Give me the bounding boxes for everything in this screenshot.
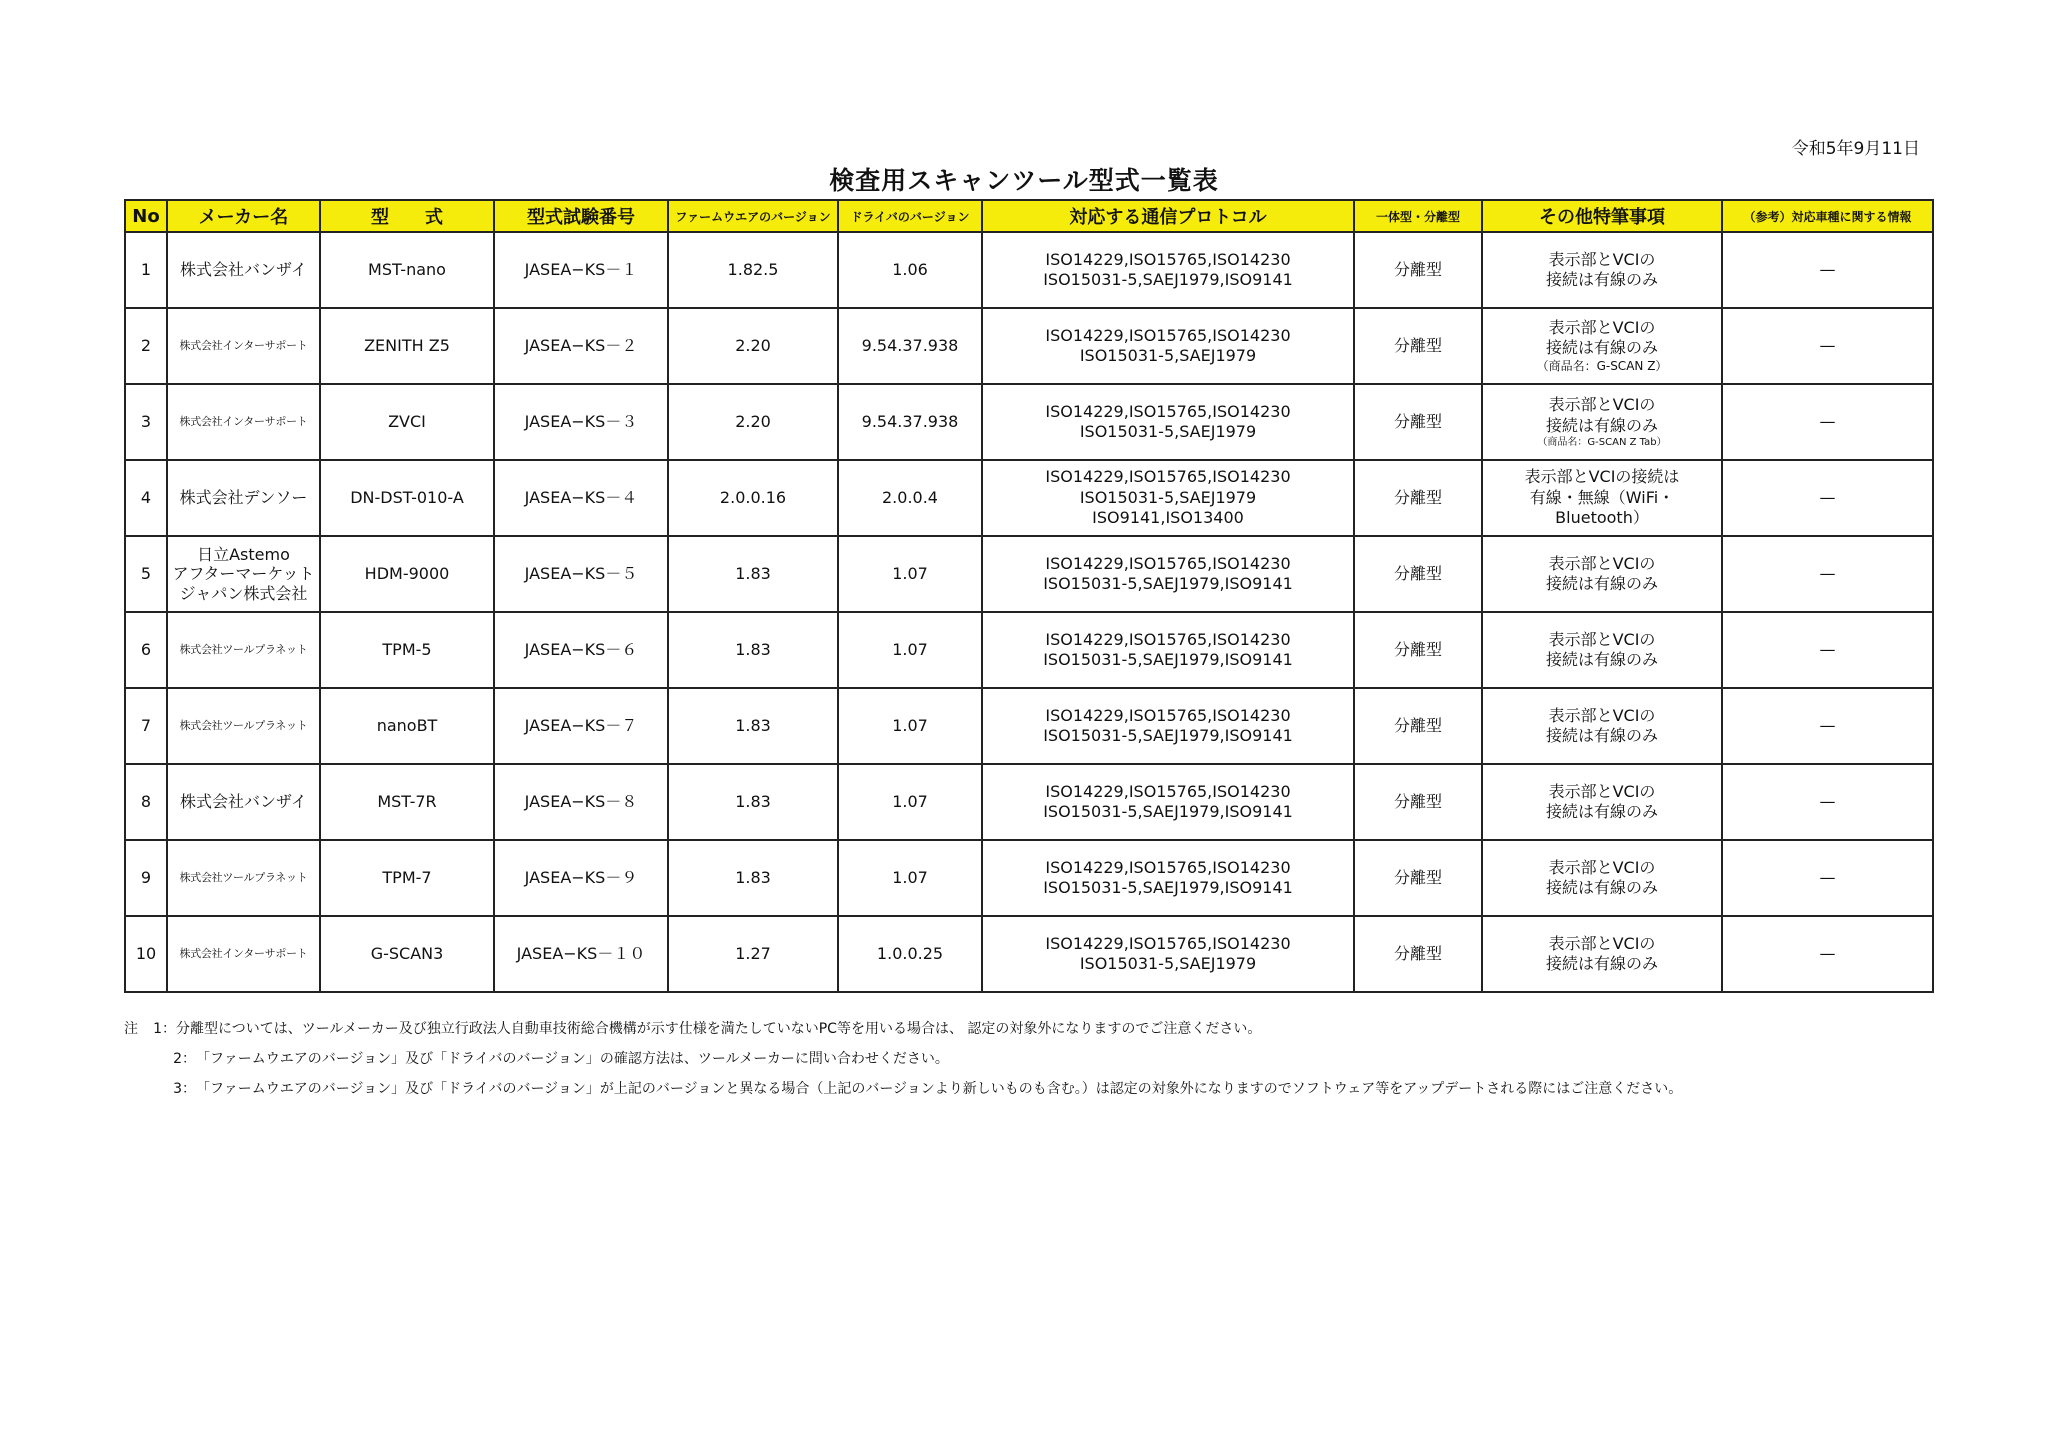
table-row — [125, 840, 1933, 916]
row-driver: 1.07 — [838, 688, 982, 764]
row-ref: — — [1722, 460, 1933, 536]
note-line: 表示部とVCIの — [1548, 781, 1656, 801]
row-protocol — [982, 840, 1354, 916]
note-line: 接続は有線のみ — [1545, 726, 1658, 745]
table-row — [125, 764, 1933, 840]
row-no: 4 — [125, 460, 167, 536]
protocol-line: ISO15031-5,SAEJ1979,ISO9141 — [1043, 270, 1293, 289]
row-no: 6 — [125, 612, 167, 688]
note-line: 表示部とVCIの — [1548, 317, 1656, 337]
row-maker: 株式会社インターサポート — [167, 916, 320, 992]
row-driver: 1.0.0.25 — [838, 916, 982, 992]
row-test-no: JASEA−KS－２ — [494, 308, 668, 384]
row-maker: 株式会社ツールプラネット — [167, 612, 320, 688]
footnote-text: 「ファームウエアのバージョン」及び「ドライバのバージョン」が上記のバージョンと異なる場合（上記のバージョンより新しいものも含む。）は認定の対象外になりますのでソフトウェア等をアップデートされる際にはご注意ください。 — [196, 1081, 1683, 1097]
footnote-number: 3： — [173, 1081, 196, 1097]
table-row — [125, 612, 1933, 688]
row-ref: — — [1722, 536, 1933, 612]
issue-date: 令和5年9月11日 — [1791, 139, 1920, 159]
header-ref: （参考）対応車種に関する情報 — [1722, 200, 1933, 232]
row-notes — [1482, 764, 1722, 840]
page-title: 検査用スキャンツール型式一覧表 — [829, 166, 1219, 195]
row-no: 9 — [125, 840, 167, 916]
scan-tool-table — [124, 199, 1934, 993]
product-name: （商品名：G-SCAN Z Tab） — [1537, 436, 1667, 448]
row-firmware: 1.83 — [668, 764, 838, 840]
row-protocol — [982, 612, 1354, 688]
row-test-no: JASEA−KS－１０ — [494, 916, 668, 992]
row-no: 3 — [125, 384, 167, 460]
row-type: 分離型 — [1354, 460, 1482, 536]
table-row — [125, 384, 1933, 460]
row-firmware: 2.20 — [668, 384, 838, 460]
row-driver: 9.54.37.938 — [838, 308, 982, 384]
row-driver: 9.54.37.938 — [838, 384, 982, 460]
protocol-line: ISO15031-5,SAEJ1979 — [1079, 422, 1257, 441]
row-ref: — — [1722, 232, 1933, 308]
footnote-mark: 注 — [124, 1021, 138, 1037]
protocol-line: ISO15031-5,SAEJ1979,ISO9141 — [1043, 574, 1293, 593]
row-ref: — — [1722, 688, 1933, 764]
row-model: HDM-9000 — [320, 536, 494, 612]
footnote-text: 分離型については、ツールメーカー及び独立行政法人自動車技術総合機構が示す仕様を満たしていないPC等を用いる場合は、 認定の対象外になりますのでご注意ください。 — [176, 1021, 1262, 1037]
footnote-text: 「ファームウエアのバージョン」及び「ドライバのバージョン」の確認方法は、ツールメーカーに問い合わせください。 — [196, 1051, 949, 1067]
note-line: 接続は有線のみ — [1545, 802, 1658, 821]
maker-line: アフターマーケット — [172, 564, 315, 584]
row-test-no: JASEA−KS－３ — [494, 384, 668, 460]
table-row — [125, 536, 1933, 612]
note-line: 接続は有線のみ — [1545, 954, 1658, 973]
maker-line: ジャパン株式会社 — [179, 583, 308, 603]
row-test-no: JASEA−KS－６ — [494, 612, 668, 688]
row-firmware: 2.20 — [668, 308, 838, 384]
row-model: DN-DST-010-A — [320, 460, 494, 536]
product-name: （商品名：G-SCAN Z） — [1536, 358, 1668, 373]
table-row — [125, 688, 1933, 764]
note-line: 表示部とVCIの — [1548, 249, 1656, 269]
row-firmware: 1.27 — [668, 916, 838, 992]
protocol-line: ISO14229,ISO15765,ISO14230 — [1045, 705, 1291, 725]
protocol-line: ISO14229,ISO15765,ISO14230 — [1045, 553, 1291, 573]
row-protocol — [982, 764, 1354, 840]
row-model: MST-nano — [320, 232, 494, 308]
row-maker: 株式会社デンソー — [167, 460, 320, 536]
protocol-line: ISO15031-5,SAEJ1979,ISO9141 — [1043, 878, 1293, 897]
protocol-line: ISO14229,ISO15765,ISO14230 — [1045, 467, 1291, 487]
row-model: TPM-7 — [320, 840, 494, 916]
note-line: 表示部とVCIの — [1548, 933, 1656, 953]
footnote-number: 1： — [153, 1021, 176, 1037]
header-maker: メーカー名 — [167, 200, 320, 232]
row-type: 分離型 — [1354, 612, 1482, 688]
row-no: 10 — [125, 916, 167, 992]
row-firmware: 1.83 — [668, 688, 838, 764]
row-maker — [167, 536, 320, 612]
header-type: 一体型・分離型 — [1354, 200, 1482, 232]
note-line: 接続は有線のみ — [1545, 574, 1658, 593]
footnote-3 — [124, 1078, 1682, 1098]
row-ref: — — [1722, 840, 1933, 916]
row-model: nanoBT — [320, 688, 494, 764]
row-notes — [1482, 840, 1722, 916]
row-firmware: 2.0.0.16 — [668, 460, 838, 536]
note-line: 接続は有線のみ — [1545, 338, 1658, 358]
row-protocol — [982, 460, 1354, 536]
protocol-line: ISO15031-5,SAEJ1979 — [1079, 346, 1257, 365]
row-notes — [1482, 688, 1722, 764]
table-row — [125, 916, 1933, 992]
table-row — [125, 232, 1933, 308]
row-notes — [1482, 536, 1722, 612]
row-notes — [1482, 384, 1722, 460]
row-notes — [1482, 308, 1722, 384]
row-type: 分離型 — [1354, 916, 1482, 992]
protocol-line: ISO14229,ISO15765,ISO14230 — [1045, 249, 1291, 269]
row-type: 分離型 — [1354, 536, 1482, 612]
row-protocol — [982, 308, 1354, 384]
row-ref: — — [1722, 916, 1933, 992]
note-line: 表示部とVCIの — [1548, 705, 1656, 725]
note-line: 表示部とVCIの — [1548, 629, 1656, 649]
row-notes — [1482, 612, 1722, 688]
row-no: 7 — [125, 688, 167, 764]
maker-line: 日立Astemo — [197, 544, 290, 564]
row-driver: 2.0.0.4 — [838, 460, 982, 536]
header-row — [125, 200, 1933, 232]
row-test-no: JASEA−KS－８ — [494, 764, 668, 840]
protocol-line: ISO15031-5,SAEJ1979 — [1079, 954, 1257, 973]
row-no: 8 — [125, 764, 167, 840]
row-driver: 1.07 — [838, 840, 982, 916]
row-firmware: 1.83 — [668, 840, 838, 916]
note-line: 接続は有線のみ — [1545, 270, 1658, 289]
row-ref: — — [1722, 612, 1933, 688]
row-model: TPM-5 — [320, 612, 494, 688]
row-test-no: JASEA−KS－１ — [494, 232, 668, 308]
row-driver: 1.07 — [838, 764, 982, 840]
row-firmware: 1.83 — [668, 536, 838, 612]
row-type: 分離型 — [1354, 688, 1482, 764]
row-no: 1 — [125, 232, 167, 308]
footnote-2 — [124, 1048, 949, 1068]
note-line: 表示部とVCIの — [1548, 857, 1656, 877]
protocol-line: ISO14229,ISO15765,ISO14230 — [1045, 629, 1291, 649]
row-no: 2 — [125, 308, 167, 384]
row-notes — [1482, 232, 1722, 308]
protocol-line: ISO14229,ISO15765,ISO14230 — [1045, 857, 1291, 877]
row-model: MST-7R — [320, 764, 494, 840]
row-notes — [1482, 916, 1722, 992]
footnote-number: 2： — [173, 1051, 196, 1067]
header-protocol: 対応する通信プロトコル — [982, 200, 1354, 232]
row-notes — [1482, 460, 1722, 536]
note-line: 接続は有線のみ — [1545, 415, 1658, 435]
table-row — [125, 308, 1933, 384]
row-firmware: 1.82.5 — [668, 232, 838, 308]
row-firmware: 1.83 — [668, 612, 838, 688]
note-line: 接続は有線のみ — [1545, 878, 1658, 897]
header-test-no: 型式試験番号 — [494, 200, 668, 232]
row-protocol — [982, 688, 1354, 764]
row-driver: 1.06 — [838, 232, 982, 308]
note-line: 表示部とVCIの接続は — [1524, 467, 1680, 487]
row-no: 5 — [125, 536, 167, 612]
note-line: 接続は有線のみ — [1545, 650, 1658, 669]
note-line: 表示部とVCIの — [1548, 395, 1656, 415]
row-maker: 株式会社ツールプラネット — [167, 688, 320, 764]
header-notes: その他特筆事項 — [1482, 200, 1722, 232]
note-line: 有線・無線（WiFi・Bluetooth） — [1529, 487, 1675, 528]
protocol-line: ISO9141,ISO13400 — [1092, 508, 1244, 528]
row-type: 分離型 — [1354, 232, 1482, 308]
row-protocol — [982, 232, 1354, 308]
row-protocol — [982, 384, 1354, 460]
row-type: 分離型 — [1354, 764, 1482, 840]
protocol-line: ISO15031-5,SAEJ1979 — [1079, 487, 1257, 507]
row-maker: 株式会社バンザイ — [167, 764, 320, 840]
footnote-1 — [124, 1018, 1261, 1038]
row-maker: 株式会社ツールプラネット — [167, 840, 320, 916]
protocol-line: ISO14229,ISO15765,ISO14230 — [1045, 325, 1291, 345]
header-no: No — [125, 200, 167, 232]
row-maker: 株式会社バンザイ — [167, 232, 320, 308]
row-maker: 株式会社インターサポート — [167, 308, 320, 384]
row-test-no: JASEA−KS－４ — [494, 460, 668, 536]
protocol-line: ISO14229,ISO15765,ISO14230 — [1045, 933, 1291, 953]
header-driver: ドライバのバージョン — [838, 200, 982, 232]
row-model: ZVCI — [320, 384, 494, 460]
row-ref: — — [1722, 764, 1933, 840]
row-driver: 1.07 — [838, 612, 982, 688]
row-test-no: JASEA−KS－５ — [494, 536, 668, 612]
row-type: 分離型 — [1354, 384, 1482, 460]
protocol-line: ISO14229,ISO15765,ISO14230 — [1045, 401, 1291, 421]
row-driver: 1.07 — [838, 536, 982, 612]
note-line: 表示部とVCIの — [1548, 553, 1656, 573]
table-row — [125, 460, 1933, 536]
header-firmware: ファームウエアのバージョン — [668, 200, 838, 232]
row-protocol — [982, 916, 1354, 992]
row-model: ZENITH Z5 — [320, 308, 494, 384]
row-ref: — — [1722, 308, 1933, 384]
protocol-line: ISO15031-5,SAEJ1979,ISO9141 — [1043, 802, 1293, 821]
row-type: 分離型 — [1354, 840, 1482, 916]
row-ref: — — [1722, 384, 1933, 460]
row-test-no: JASEA−KS－９ — [494, 840, 668, 916]
row-type: 分離型 — [1354, 308, 1482, 384]
row-protocol — [982, 536, 1354, 612]
row-maker: 株式会社インターサポート — [167, 384, 320, 460]
header-model: 型 式 — [320, 200, 494, 232]
protocol-line: ISO14229,ISO15765,ISO14230 — [1045, 781, 1291, 801]
protocol-line: ISO15031-5,SAEJ1979,ISO9141 — [1043, 650, 1293, 669]
row-test-no: JASEA−KS－７ — [494, 688, 668, 764]
protocol-line: ISO15031-5,SAEJ1979,ISO9141 — [1043, 726, 1293, 745]
row-model: G-SCAN3 — [320, 916, 494, 992]
